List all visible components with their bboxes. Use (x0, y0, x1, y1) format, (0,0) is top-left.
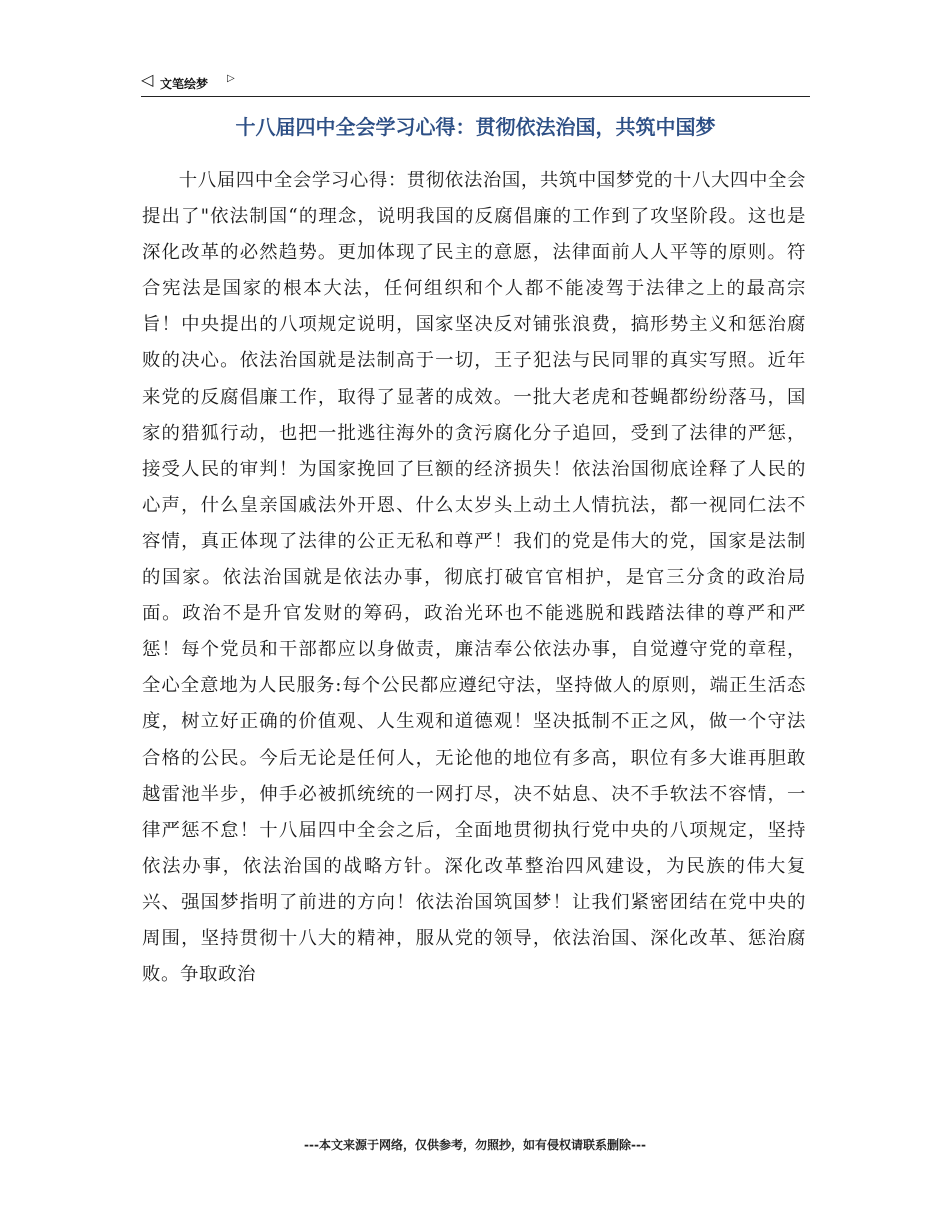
document-title: 十八届四中全会学习心得：贯彻依法治国，共筑中国梦 (235, 115, 716, 139)
document-body: 十八届四中全会学习心得：贯彻依法治国，共筑中国梦党的十八大四中全会提出了"依法制国“的理念，说明我国的反腐倡廉的工作到了攻坚阶段。这也是深化改革的必然趋势。更加体现了民主的意愿，法律面前人人平等的原则。符合宪法是国家的根本大法，任何组织和个人都不能凌驾于法律之上的最高宗旨！中央提出的八项规定说明，国家坚决反对铺张浪费，搞形势主义和惩治腐败的决心。依法治国就是法制高于一切，王子犯法与民同罪的真实写照。近年来党的反腐倡廉工作，取得了显著的成效。一批大老虎和苍蝇都纷纷落马，国家的猎狐行动，也把一批逃往海外的贪污腐化分子追回，受到了法律的严惩，接受人民的审判！为国家挽回了巨额的经济损失！依法治国彻底诠释了人民的心声，什么皇亲国戚法外开恩、什么太岁头上动土人情抗法，都一视同仁法不容情，真正体现了法律的公正无私和尊严！我们的党是伟大的党，国家是法制的国家。依法治国就是依法办事，彻底打破官官相护，是官三分贪的政治局面。政治不是升官发财的筹码，政治光环也不能逃脱和践踏法律的尊严和严惩！每个党员和干部都应以身做责，廉洁奉公依法办事，自觉遵守党的章程，全心全意地为人民服务:每个公民都应遵纪守法，坚持做人的原则，端正生活态度，树立好正确的价值观、人生观和道德观！坚决抵制不正之风，做一个守法合格的公民。今后无论是任何人，无论他的地位有多高，职位有多大谁再胆敢越雷池半步，伸手必被抓统统的一网打尽，决不姑息、决不手软法不容情，一律严惩不怠！十八届四中全会之后，全面地贯彻执行党中央的八项规定，坚持依法办事，依法治国的战略方针。深化改革整治四风建设，为民族的伟大复兴、强国梦指明了前进的方向！依法治国筑国梦！让我们紧密团结在党中央的周围，坚持贯彻十八大的精神，服从党的领导，依法治国、深化改革、惩治腐败。争取政治 (142, 170, 806, 986)
left-arrow-icon: ◁ (141, 70, 154, 89)
page-header (141, 70, 810, 97)
right-arrow-icon: ▷ (227, 73, 235, 84)
brand-label: 文笔绘梦 (160, 77, 209, 91)
footer-notice: ---本文来源于网络，仅供参考，勿照抄，如有侵权请联系删除--- (304, 1138, 646, 1152)
